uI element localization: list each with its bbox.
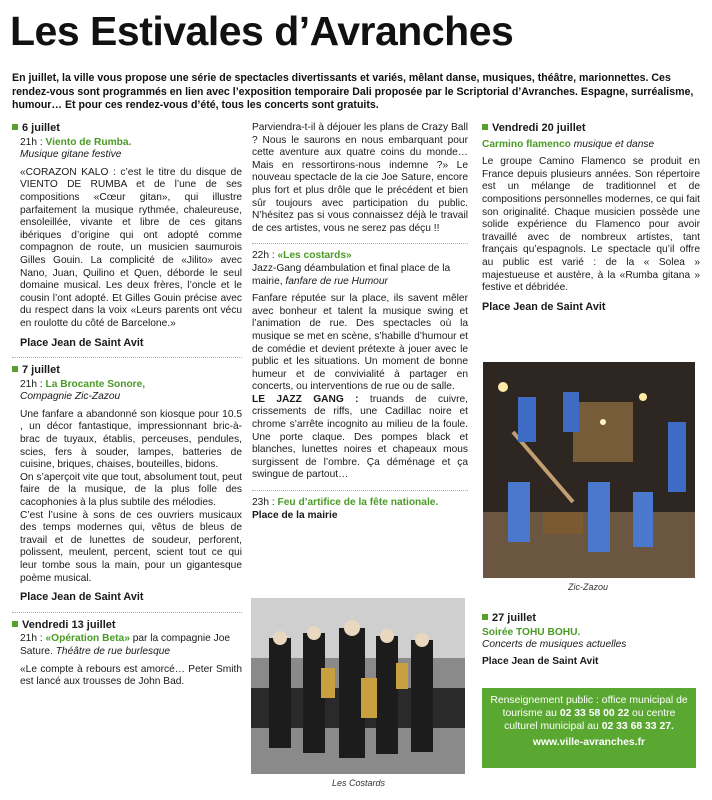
event-name: «Les costards» xyxy=(277,250,352,262)
date-heading: 7 juillet xyxy=(12,364,242,377)
bullet-square-icon xyxy=(482,124,488,130)
intro-paragraph: En juillet, la ville vous propose une série de spectacles divertissants et variés, mêlant danse, musiques, théâtre, marionnettes. Ces rendez-vous sont programmés en lien avec l’exposition temporaire Dali proposée par le Scriptorial d’Avranches. Espagne, surréalisme, humour… Et pour ces rendez-vous d’été, tous les concerts sont gratuits. xyxy=(12,72,694,111)
event-description: «Le compte à rebours est amorcé… Peter Smith est lancé aux trousses de John Bad. xyxy=(20,663,242,688)
phone-cultural-center: 02 33 68 33 27. xyxy=(601,721,674,732)
event-description: C’est l’usine à sons de ces ouvriers musicaux des temps modernes qui, vêtus de bleus de travail et de lunettes de soudeur, perforent, polissent, meulent, percent, scient tout ce qui leur tombe sous la main, pour un gigantesque poème musical. xyxy=(20,509,242,584)
date-heading: 6 juillet xyxy=(12,122,242,135)
event-subtitle: Concerts de musiques actuelles xyxy=(482,639,627,651)
column-2 xyxy=(252,122,468,522)
event-time-title: 21h : Viento de Rumba. xyxy=(20,136,132,148)
bullet-square-icon xyxy=(12,124,18,130)
event-description: Parviendra-t-il à déjouer les plans de Crazy Ball ? Nous le saurons en nous embarquant pour cette aventure aux quatre coins du monde… Mais en ressortirons-nous indemne ?» Le nouveau spectacle de la cie Joe Sature, encore plus fort et plus drôle que le précédent et bien sûr toujours avec participation du public. N’hésitez pas si vous connaissez déjà le travail de ces artistes, vous ne serez pas déçu !! xyxy=(252,122,468,234)
event-name: Viento de Rumba. xyxy=(45,136,132,148)
event-name: Soirée TOHU BOHU. xyxy=(482,626,581,638)
event-place: Place de la mairie xyxy=(252,509,338,521)
event-time-title: Carmino flamenco musique et danse xyxy=(482,138,655,150)
event-time-title: 23h : Feu d’artifice de la fête nationale. xyxy=(252,497,439,509)
band-photo-illustration xyxy=(251,598,465,774)
divider xyxy=(252,243,468,244)
event-place: Place Jean de Saint Avit xyxy=(482,655,599,667)
event-time-title: 22h : «Les costards» xyxy=(252,250,352,262)
event-subtitle: Musique gitane festive xyxy=(20,149,122,161)
info-box: Renseignement public : office municipal de tourisme au 02 33 58 00 22 ou centre culturel municipal au 02 33 68 33 27. www.ville-avranches.fr xyxy=(482,688,696,768)
event-block-27-juillet xyxy=(482,612,700,668)
event-name: Carmino flamenco xyxy=(482,138,571,150)
event-subtitle: Jazz-Gang déambulation et final place de la mairie, fanfare de rue Humour xyxy=(252,262,451,287)
date-heading: Vendredi 13 juillet xyxy=(12,619,242,632)
column-3 xyxy=(482,122,700,313)
bullet-square-icon xyxy=(12,366,18,372)
event-subtitle: Compagnie Zic-Zazou xyxy=(20,391,121,403)
event-name: «Opération Beta» xyxy=(45,633,130,645)
event-place: Place Jean de Saint Avit xyxy=(20,336,144,349)
date-heading: 27 juillet xyxy=(482,612,700,625)
stage-photo-illustration xyxy=(483,362,695,578)
event-time-title: 21h : La Brocante Sonore, xyxy=(20,378,146,390)
photo-caption: Zic-Zazou xyxy=(568,582,609,592)
bullet-square-icon xyxy=(12,621,18,627)
event-time-title: 21h : «Opération Beta» par la compagnie Joe Sature. Théâtre de rue burlesque xyxy=(20,633,231,657)
website-link[interactable]: www.ville-avranches.fr xyxy=(532,737,646,748)
photo-les-costards xyxy=(251,598,465,774)
event-place: Place Jean de Saint Avit xyxy=(20,591,144,604)
divider xyxy=(12,612,242,613)
event-place: Place Jean de Saint Avit xyxy=(482,300,606,313)
phone-tourism: 02 33 58 00 22 xyxy=(559,708,630,719)
event-name: Feu d’artifice de la fête nationale. xyxy=(277,497,439,509)
event-description: Fanfare réputée sur la place, ils savent mêler avec bonheur et talent la musique swing et l’animation de rue. Des spectacles où la musique se met en scène, s’habille d’humour et de comédie et devient prétexte à jouer avec le public et les situations. Un moment de bonne humeur et de convivialité à partager en concerts, ou interventions de rue ou de salle. xyxy=(252,293,468,393)
divider xyxy=(252,490,468,491)
bullet-square-icon xyxy=(482,614,488,620)
date-heading: Vendredi 20 juillet xyxy=(482,122,700,135)
page-title: Les Estivales d’Avranches xyxy=(10,8,514,54)
event-description: Le groupe Camino Flamenco se produit en France depuis plusieurs années. Son répertoire est un mélange de traditionnel et de compositions personnelles modernes, ce qui fait son originalité. Chaque musicien possède une solide expérience du Flamenco pour avoir travaillé avec de nombreux artistes, tant français qu’espagnols. Le spectacle qu’il offre au public est varié : de la « Solea » majestueuse et austère, à la «Rumba gitana » festive et débridée. xyxy=(482,156,700,294)
event-name: La Brocante Sonore, xyxy=(45,378,146,390)
event-description: «CORAZON KALO : c’est le titre du disque de VIENTO DE RUMBA et de l’une de ses compositions «Cœur gitan», qui illustre parfaitement la musique rythmée, chaleureuse, ensoleillée, vivante et libre de ces gitans ibériques d’origine qui ont adopté comme compagnon de route, un musicien saumurois Gilles Gouin. La complicité de «Jilito» avec Nano, Juan, Quilino et Quen, déborde le seul domaine musical. Les deux frères, l’oncle et le cousin l’ont adopté. Et Gilles Gouin précise avec du respect dans la voix «Leurs parents ont vécu en roulotte du côté de Barcelone.» xyxy=(20,166,242,329)
column-1 xyxy=(12,122,242,689)
event-description: LE JAZZ GANG : truands de cuivre, crissements de riffs, une Cadillac noire et chrome s’arrête incognito au milieu de la foule. Une porte claque. Des pompes black et blanches, lunettes noires et chapeaux mous surgissent de l’ombre. Ça déménage et ça swingue de partout… xyxy=(252,393,468,481)
event-description: On s’aperçoit vite que tout, absolument tout, peut faire de la musique, de la plus folle des cacophonies à la plus subtile des mélodies. xyxy=(20,471,242,509)
event-description: Une fanfare a abandonné son kiosque pour 10.5 , un décor fantastique, impressionnant bric-à-brac de tuyaux, établis, perceuses, pendules, scies, fers à souder, lampes, batteries de cuisine, briques, chaises, bouteilles, bidons. xyxy=(20,408,242,471)
photo-zic-zazou xyxy=(483,362,695,578)
photo-caption: Les Costards xyxy=(332,778,386,788)
divider xyxy=(12,357,242,358)
